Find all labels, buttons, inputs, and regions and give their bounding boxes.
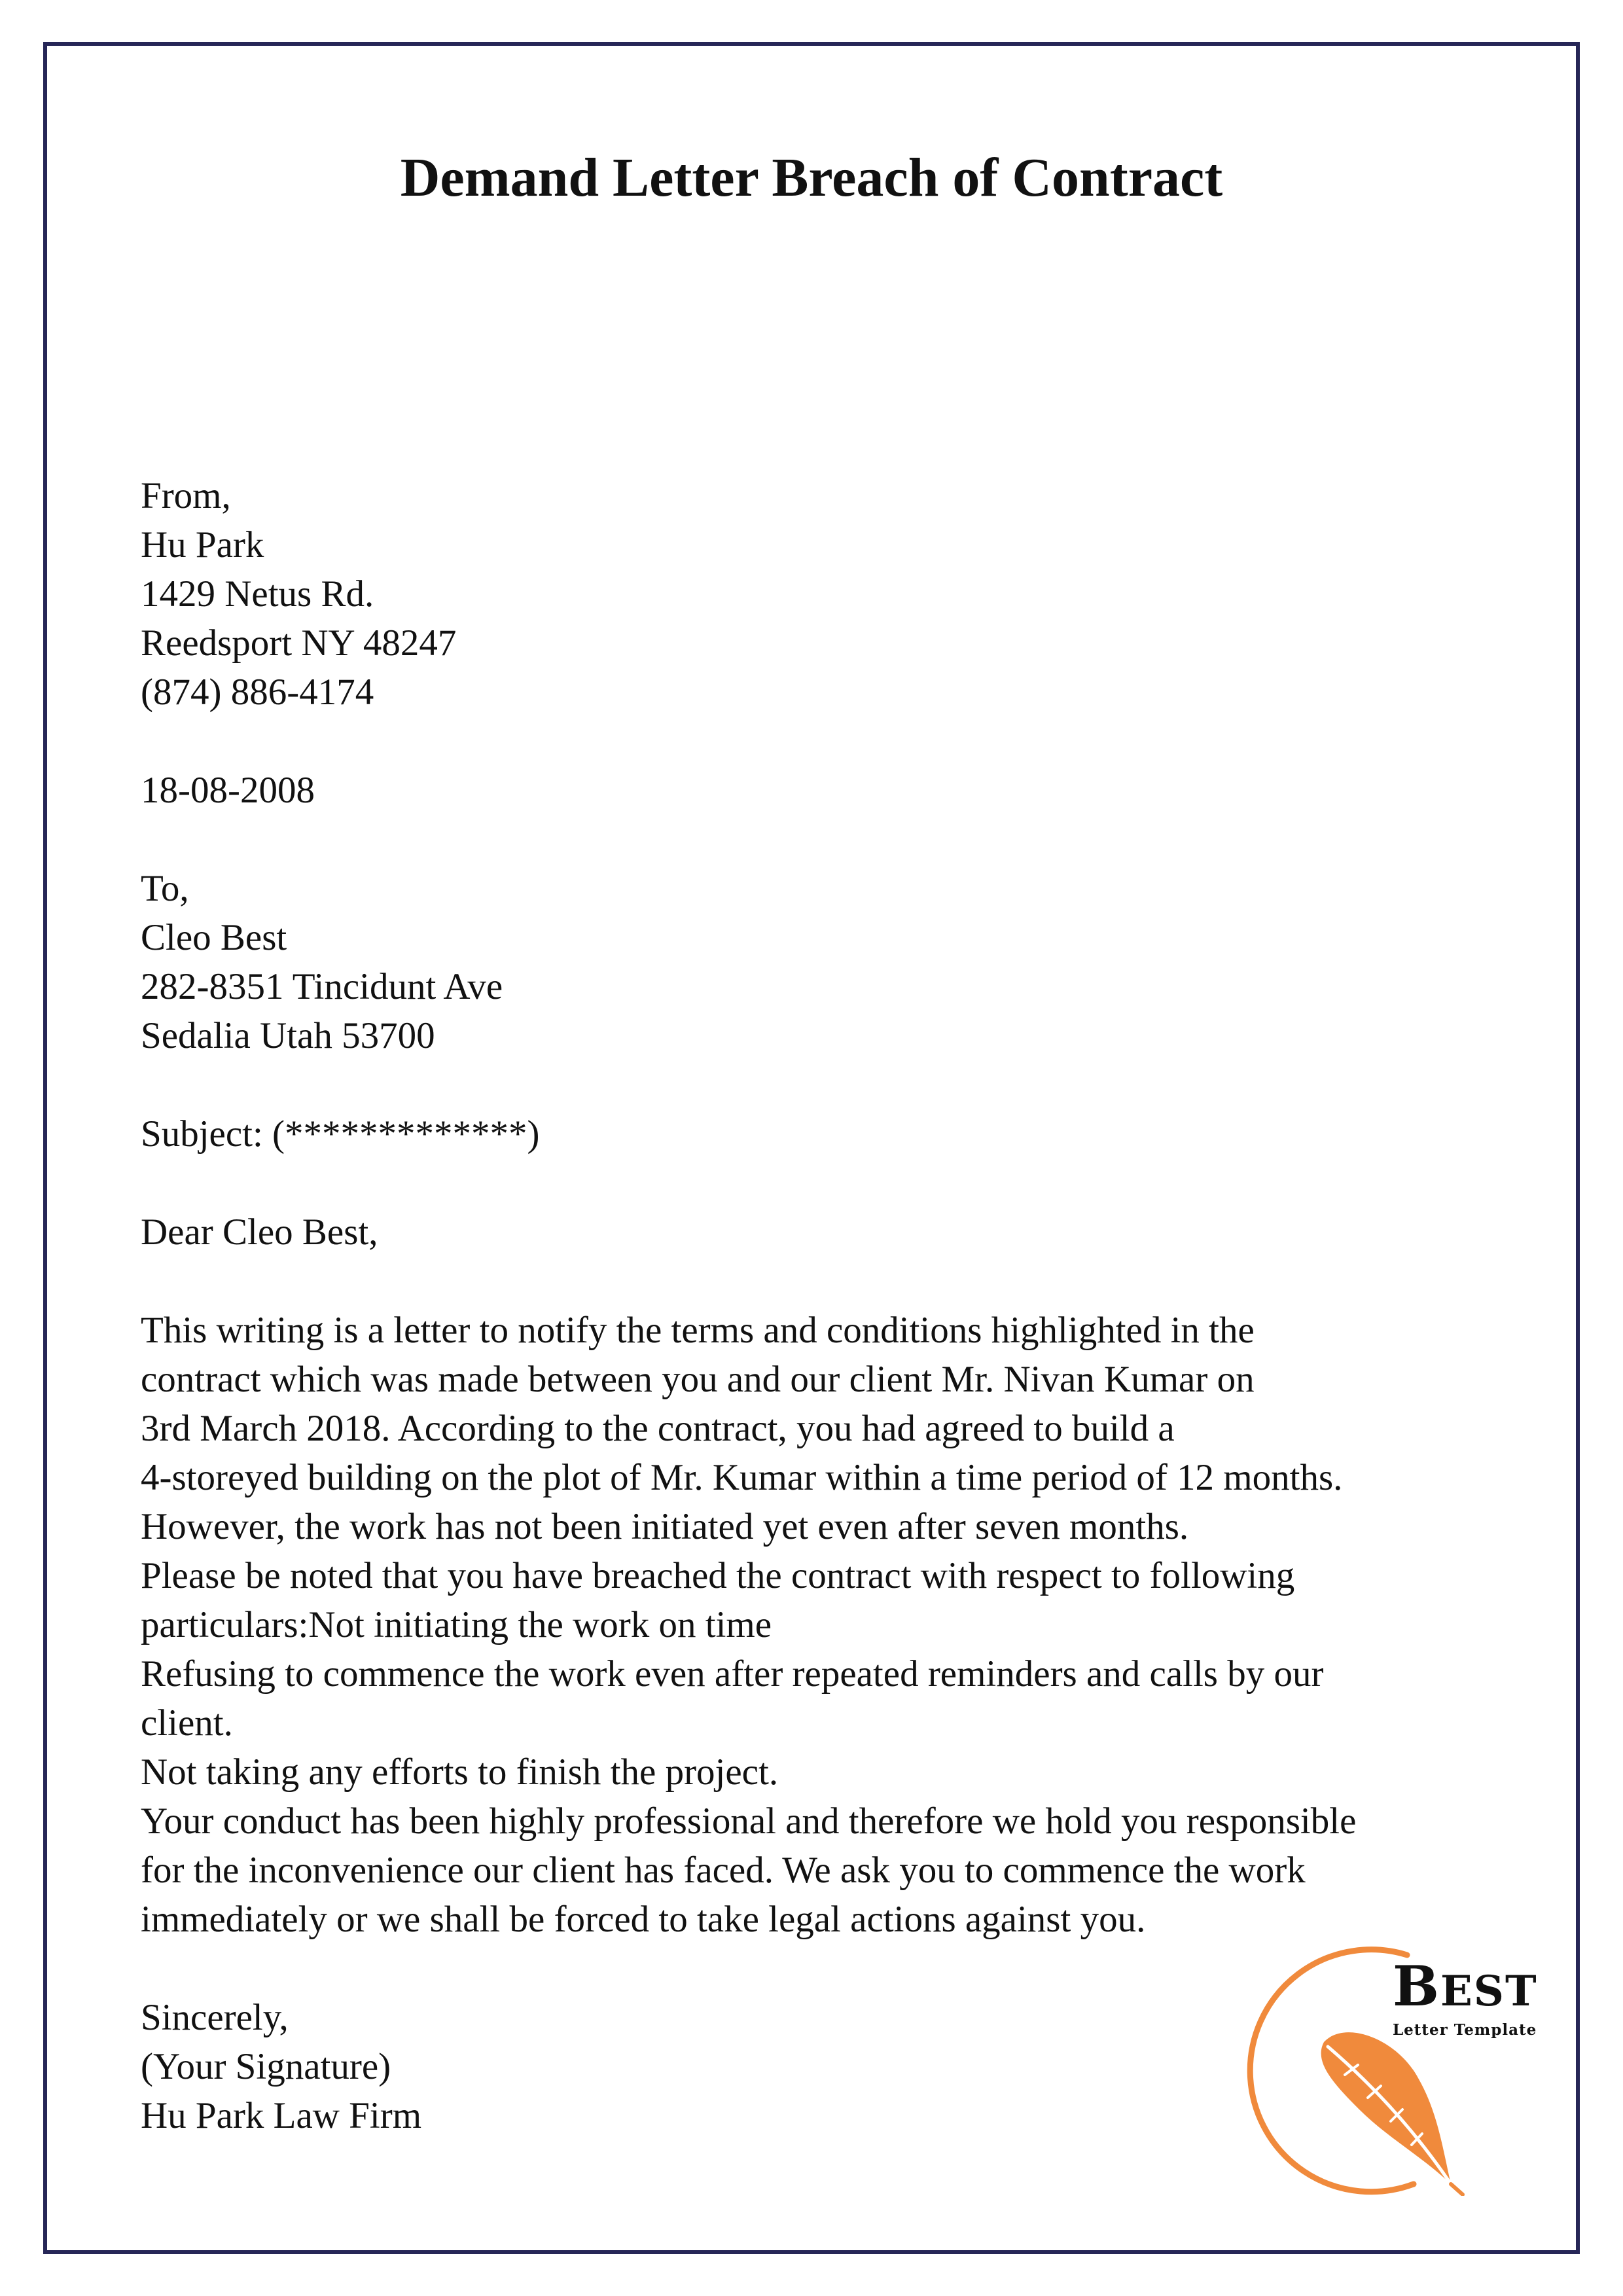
body-line: Refusing to commence the work even after repeated reminders and calls by our [141,1653,1324,1695]
body-line: Please be noted that you have breached the contract with respect to following [141,1555,1295,1596]
letter-body [141,1306,1515,1944]
letter-content [141,471,1515,2140]
body-line: 3rd March 2018. According to the contract, you had agreed to build a [141,1408,1175,1449]
body-line: client. [141,1702,233,1744]
recipient-name: Cleo Best [141,917,287,958]
recipient-city: Sedalia Utah 53700 [141,1015,435,1056]
letter-date: 18-08-2008 [141,770,315,811]
body-line: for the inconvenience our client has faced. We ask you to commence the work [141,1850,1306,1891]
recipient-block [141,864,1515,1060]
recipient-label: To, [141,868,189,909]
body-line: immediately or we shall be forced to take legal actions against you. [141,1899,1146,1940]
sender-block [141,471,1515,717]
body-line: contract which was made between you and our client Mr. Nivan Kumar on [141,1359,1255,1400]
sender-phone: (874) 886-4174 [141,672,374,713]
valediction: Sincerely, [141,1997,289,2038]
signature-placeholder: (Your Signature) [141,2046,391,2087]
date-block [141,766,1515,815]
body-line: Your conduct has been highly professional and therefore we hold you responsible [141,1801,1357,1842]
logo-wordmark: BEST [1393,1954,1538,2018]
salutation: Dear Cleo Best, [141,1211,378,1253]
sender-city: Reedsport NY 48247 [141,622,457,664]
firm-name: Hu Park Law Firm [141,2095,422,2136]
body-line: 4-storeyed building on the plot of Mr. Kumar within a time period of 12 months. [141,1457,1343,1498]
body-line: Not taking any efforts to finish the project. [141,1751,779,1793]
body-line: particulars:Not initiating the work on time [141,1604,772,1645]
letter-title: Demand Letter Breach of Contract [400,147,1223,208]
sender-label: From, [141,475,231,516]
subject-line: Subject: (*************) [141,1113,540,1155]
salutation-block [141,1208,1515,1257]
logo-feather [1321,2032,1463,2195]
recipient-street: 282-8351 Tincidunt Ave [141,966,503,1007]
body-line: This writing is a letter to notify the terms and conditions highlighted in the [141,1310,1255,1351]
subject-block [141,1109,1515,1158]
sender-street: 1429 Netus Rd. [141,573,374,615]
body-line: However, the work has not been initiated yet even after seven months. [141,1506,1189,1547]
sender-name: Hu Park [141,524,264,565]
logo-subtitle: Letter Template [1393,2021,1537,2039]
